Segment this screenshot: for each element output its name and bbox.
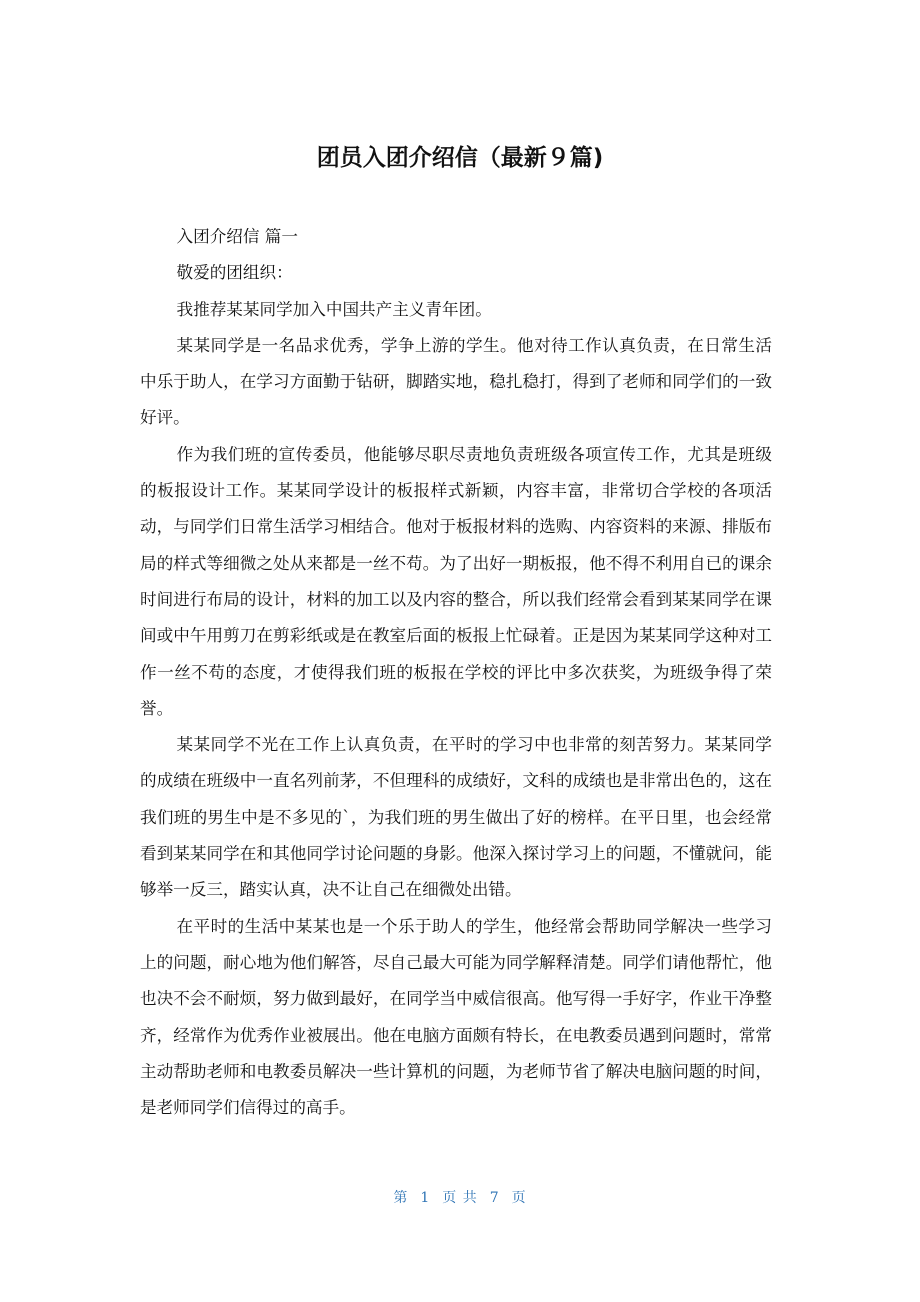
footer-prefix: 第 — [393, 1190, 409, 1206]
page-footer — [0, 1186, 920, 1210]
footer-middle: 页 共 — [442, 1190, 478, 1206]
footer-suffix: 页 — [511, 1190, 527, 1206]
paragraph: 某某同学不光在工作上认真负责，在平时的学习中也非常的刻苦努力。某某同学的成绩在班级中一直名列前茅，不但理科的成绩好，文科的成绩也是非常出色的，这在我们班的男生中是不多见的`，为我们班的男生做出了好的榜样。在平日里，也会经常看到某某同学在和其他同学讨论问题的身影。他深入探讨学习上的问题，不懂就问，能够举一反三，踏实认真，决不让自己在细微处出错。 — [140, 735, 772, 900]
section-heading: 入团介绍信 篇一 — [176, 227, 298, 246]
footer-page-number: 1 — [420, 1190, 431, 1206]
footer-total-pages: 7 — [489, 1190, 500, 1206]
paragraph: 作为我们班的宣传委员，他能够尽职尽责地负责班级各项宣传工作，尤其是班级的板报设计工作。某某同学设计的板报样式新颖，内容丰富，非常切合学校的各项活动，与同学们日常生活学习相结合。他对于板报材料的选购、内容资料的来源、排版布局的样式等细微之处从来都是一丝不苟。为了出好一期板报，他不得不利用自已的课余时间进行布局的设计，材料的加工以及内容的整合，所以我们经常会看到某某同学在课间或中午用剪刀在剪彩纸或是在教室后面的板报上忙碌着。正是因为某某同学这种对工作一丝不苟的态度，才使得我们班的板报在学校的评比中多次获奖，为班级争得了荣誉。 — [140, 444, 772, 718]
document-body — [140, 219, 772, 1126]
document-title: 团员入团介绍信（最新９篇) — [316, 145, 604, 171]
paragraph: 在平时的生活中某某也是一个乐于助人的学生，他经常会帮助同学解决一些学习上的问题，耐心地为他们解答，尽自己最大可能为同学解释清楚。同学们请他帮忙，他也决不会不耐烦，努力做到最好，在同学当中威信很高。他写得一手好字，作业干净整齐，经常作为优秀作业被展出。他在电脑方面颇有特长，在电教委员遇到问题时，常常主动帮助老师和电教委员解决一些计算机的问题，为老师节省了解决电脑问题的时间，是老师同学们信得过的高手。 — [140, 916, 772, 1118]
paragraph: 某某同学是一名品求优秀，学争上游的学生。他对待工作认真负责，在日常生活中乐于助人，在学习方面勤于钻研，脚踏实地，稳扎稳打，得到了老师和同学们的一致好评。 — [140, 335, 772, 428]
salutation: 敬爱的团组织： — [176, 263, 293, 283]
paragraph: 我推荐某某同学加入中国共产主义青年团。 — [176, 299, 492, 319]
